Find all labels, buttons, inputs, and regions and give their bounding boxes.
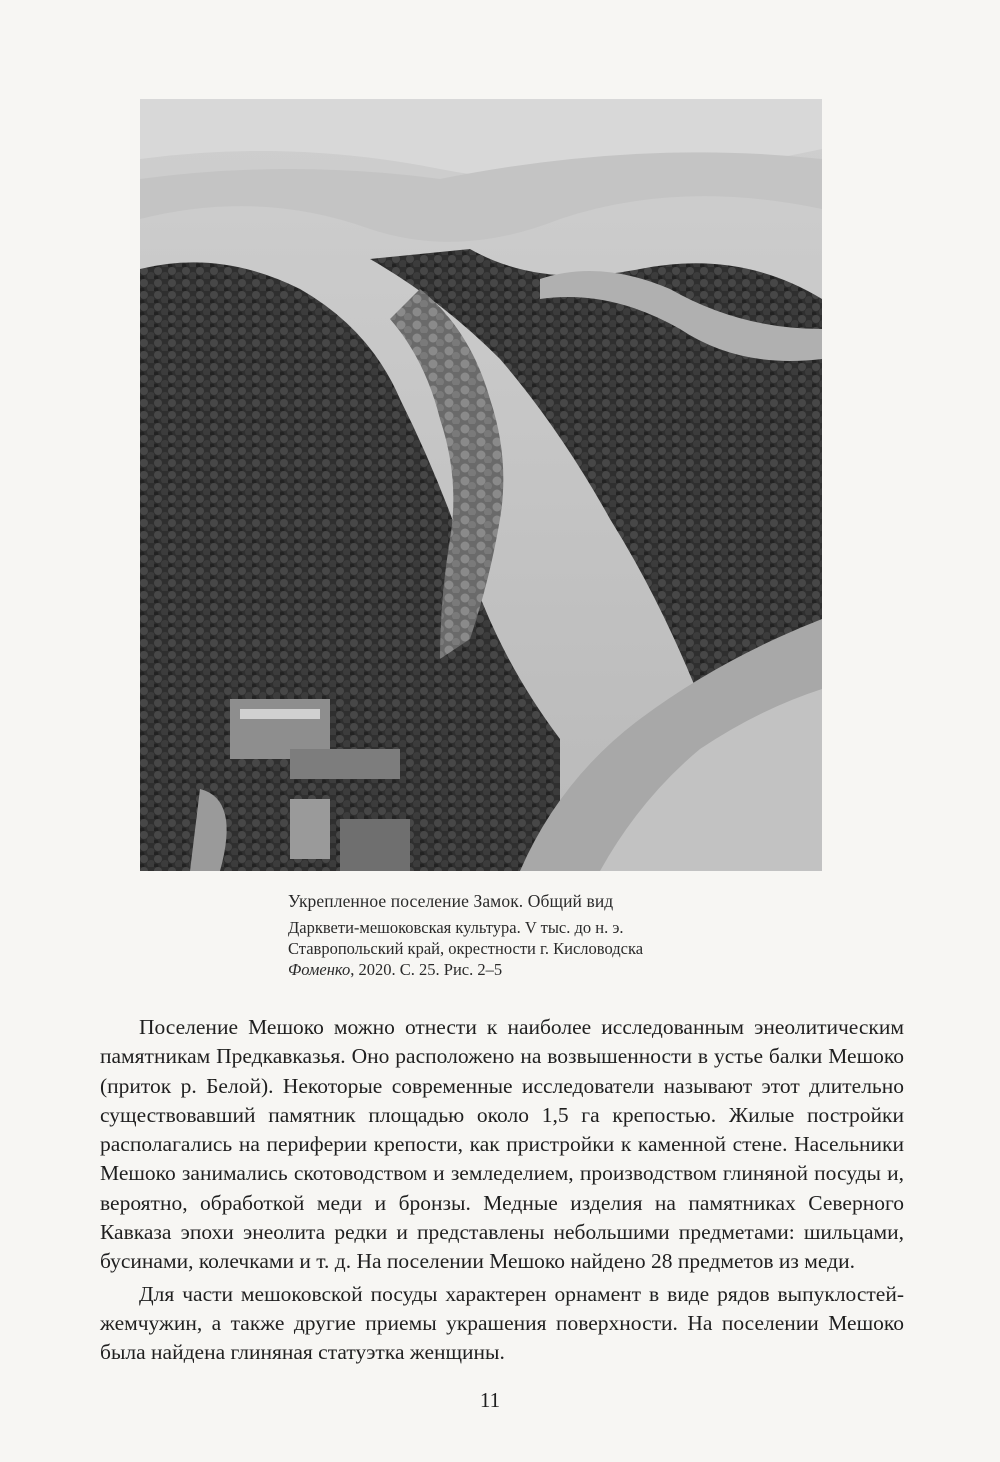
caption-title: Укрепленное поселение Замок. Общий вид bbox=[288, 891, 614, 911]
figure-caption bbox=[288, 891, 808, 980]
reference-author: Фоменко bbox=[288, 960, 351, 979]
caption-line-location: Ставропольский край, окрестности г. Кисловодска bbox=[288, 939, 644, 958]
reference-details: , 2020. С. 25. Рис. 2–5 bbox=[350, 960, 503, 979]
gorge-landscape-image bbox=[140, 99, 822, 871]
paragraph-2: Для части мешоковской посуды характерен орнамент в виде рядов выпуклостей-жемчужин, а также другие приемы украшения поверхности. На поселении Мешоко была найдена глиняная статуэтка женщины. bbox=[100, 1281, 904, 1365]
caption-line-culture: Дарквети-мешоковская культура. V тыс. до н. э. bbox=[288, 918, 624, 937]
body-text bbox=[100, 1013, 904, 1368]
aerial-photo bbox=[140, 99, 822, 871]
paragraph-1: Поселение Мешоко можно отнести к наиболее исследованным энеолитическим памятникам Предкавказья. Оно расположено на возвышенности в устье балки Мешоко (приток р. Белой). Некоторые современные исследователи называют этот длительно существовавший памятник площадью около 1,5 га крепостью. Жилые постройки располагались на периферии крепости, как пристройки к каменной стене. Насельники Мешоко занимались скотоводством и земледелием, производством глиняной посуды и, вероятно, обработкой меди и бронзы. Медные изделия на памятниках Северного Кавказа эпохи энеолита редки и представлены небольшими предметами: шильцами, бусинами, колечками и т. д. На поселении Мешоко найдено 28 предметов из меди. bbox=[100, 1015, 904, 1274]
page-number: 11 bbox=[479, 1388, 501, 1412]
caption-reference bbox=[288, 959, 808, 980]
